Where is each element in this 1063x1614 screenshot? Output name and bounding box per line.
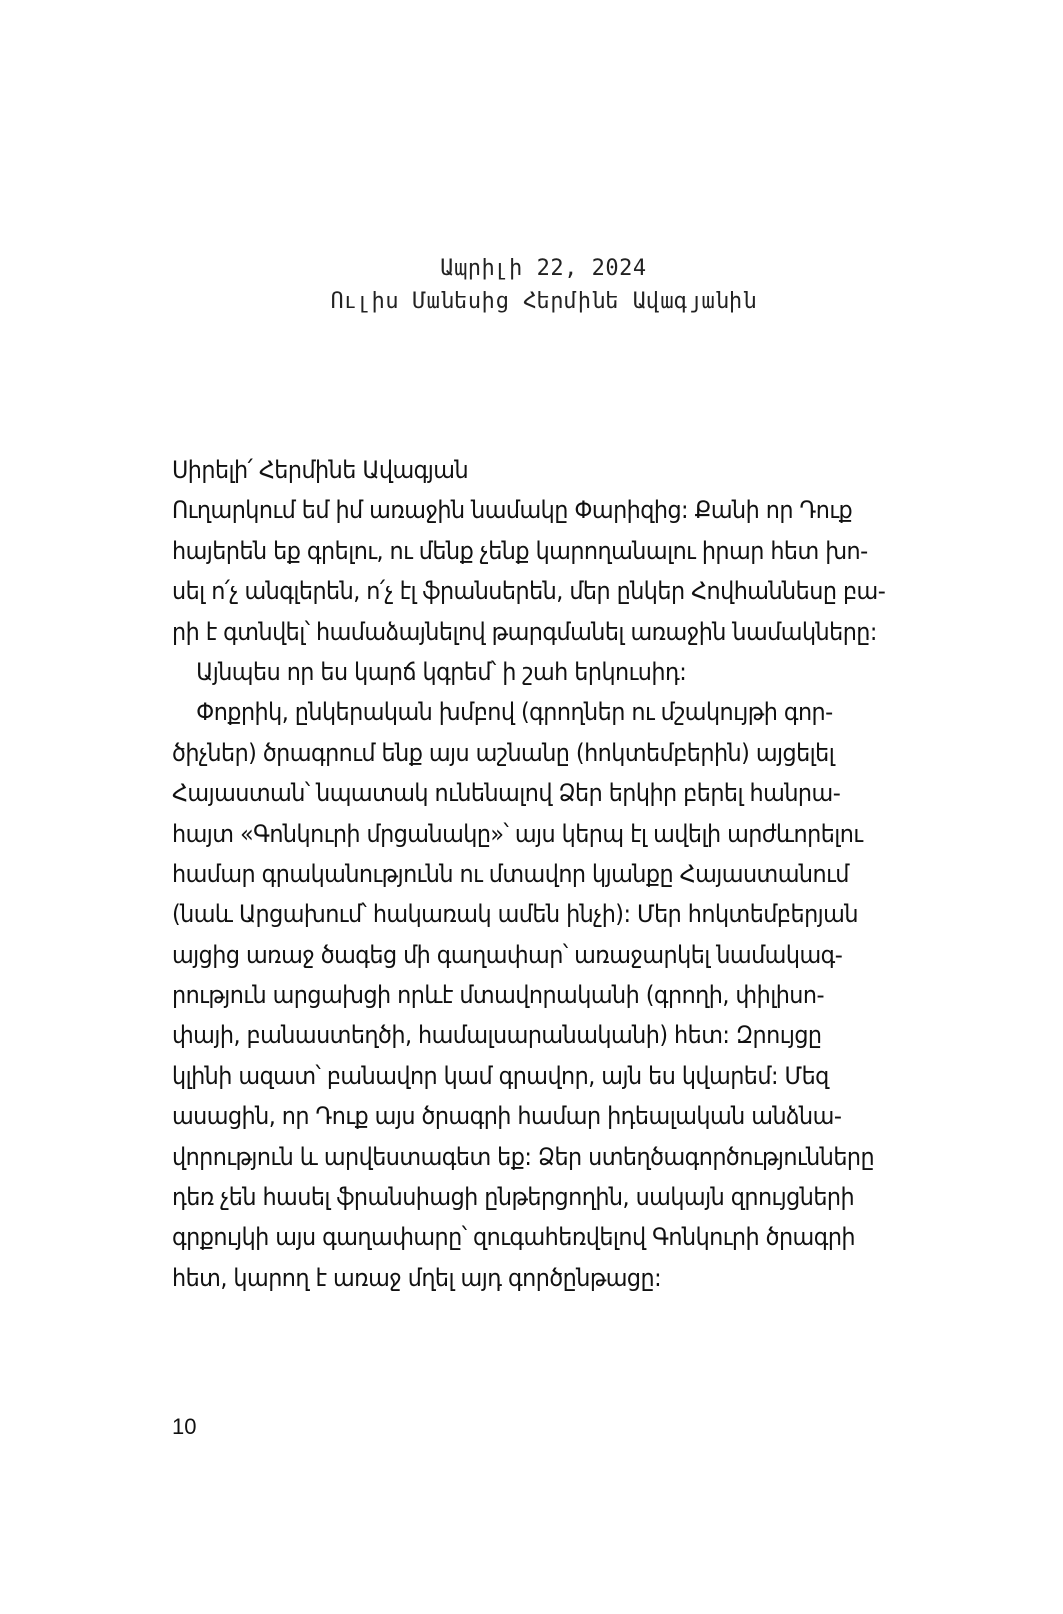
- body-line: համար գրականությունն ու մտավոր կյանքը Հայաստանում: [172, 859, 849, 888]
- letter-sender-recipient: Ուլիս Մանեսից Հերմինե Ավագյանին: [330, 289, 757, 314]
- body-line: հետ, կարող է առաջ մղել այդ գործընթացը:: [172, 1263, 662, 1292]
- body-line: փայի, բանաստեղծի, համալսարանականի) հետ: Զրույցը: [172, 1021, 822, 1050]
- body-line: Ուղարկում եմ իմ առաջին նամակը Փարիզից: Քանի որ Դուք: [172, 496, 853, 525]
- salutation: Սիրելի՛ Հերմինե Ավագյան: [172, 456, 469, 484]
- body-line: հայտ «Գոնկուրի մրցանակը»՝ այս կերպ էլ ավելի արժևորելու: [172, 819, 863, 848]
- body-line: հայերեն եք գրելու, ու մենք չենք կարողանալու իրար հետ խո-: [172, 536, 868, 565]
- body-line: ասացին, որ Դուք այս ծրագրի համար իդեալական անձնա-: [172, 1102, 842, 1131]
- body-line: գրքույկի այս գաղափարը՝ զուգահեռվելով Գոնկուրի ծրագրի: [172, 1223, 856, 1252]
- body-line: սել ո՛չ անգլերեն, ո՛չ էլ ֆրանսերեն, մեր ընկեր Հովհաննեսը բա-: [172, 577, 886, 606]
- body-line: կլինի ազատ՝ բանավոր կամ գրավոր, այն ես կվարեմ: Մեզ: [172, 1061, 829, 1090]
- body-line: րություն արցախցի որևէ մտավորականի (գրողի, փիլիսո-: [172, 981, 824, 1010]
- letter-date: Ապրիլի 22, 2024: [440, 256, 647, 281]
- body-line: ծիչներ) ծրագրում ենք այս աշնանը (հոկտեմբերին) այցելել: [172, 738, 835, 767]
- body-line: Հայաստան՝ նպատակ ունենալով Ձեր երկիր բերել հանրա-: [172, 779, 841, 808]
- letter-header: [0, 252, 1063, 318]
- letter-body: [172, 450, 922, 1298]
- body-line: վորություն և արվեստագետ եք: Ձեր ստեղծագործությունները: [172, 1142, 875, 1171]
- body-line: այցից առաջ ծագեց մի գաղափար՝ առաջարկել նամակագ-: [172, 940, 843, 969]
- paragraph-start-line: Փոքրիկ, ընկերական խմբով (գրողներ ու մշակույթի գոր-: [196, 698, 833, 727]
- body-line: րի է գտնվել՝ համաձայնելով թարգմանել առաջին նամակները:: [172, 617, 877, 646]
- body-line: (նաև Արցախում՝ հակառակ ամեն ինչի): Մեր հոկտեմբերյան: [172, 900, 858, 929]
- page-number: 10: [172, 1414, 197, 1439]
- body-line: դեռ չեն հասել ֆրանսիացի ընթերցողին, սակայն զրույցների: [172, 1183, 855, 1212]
- paragraph-start-line: Այնպես որ ես կարճ կգրեմ՝ ի շահ երկուսիդ:: [196, 657, 687, 686]
